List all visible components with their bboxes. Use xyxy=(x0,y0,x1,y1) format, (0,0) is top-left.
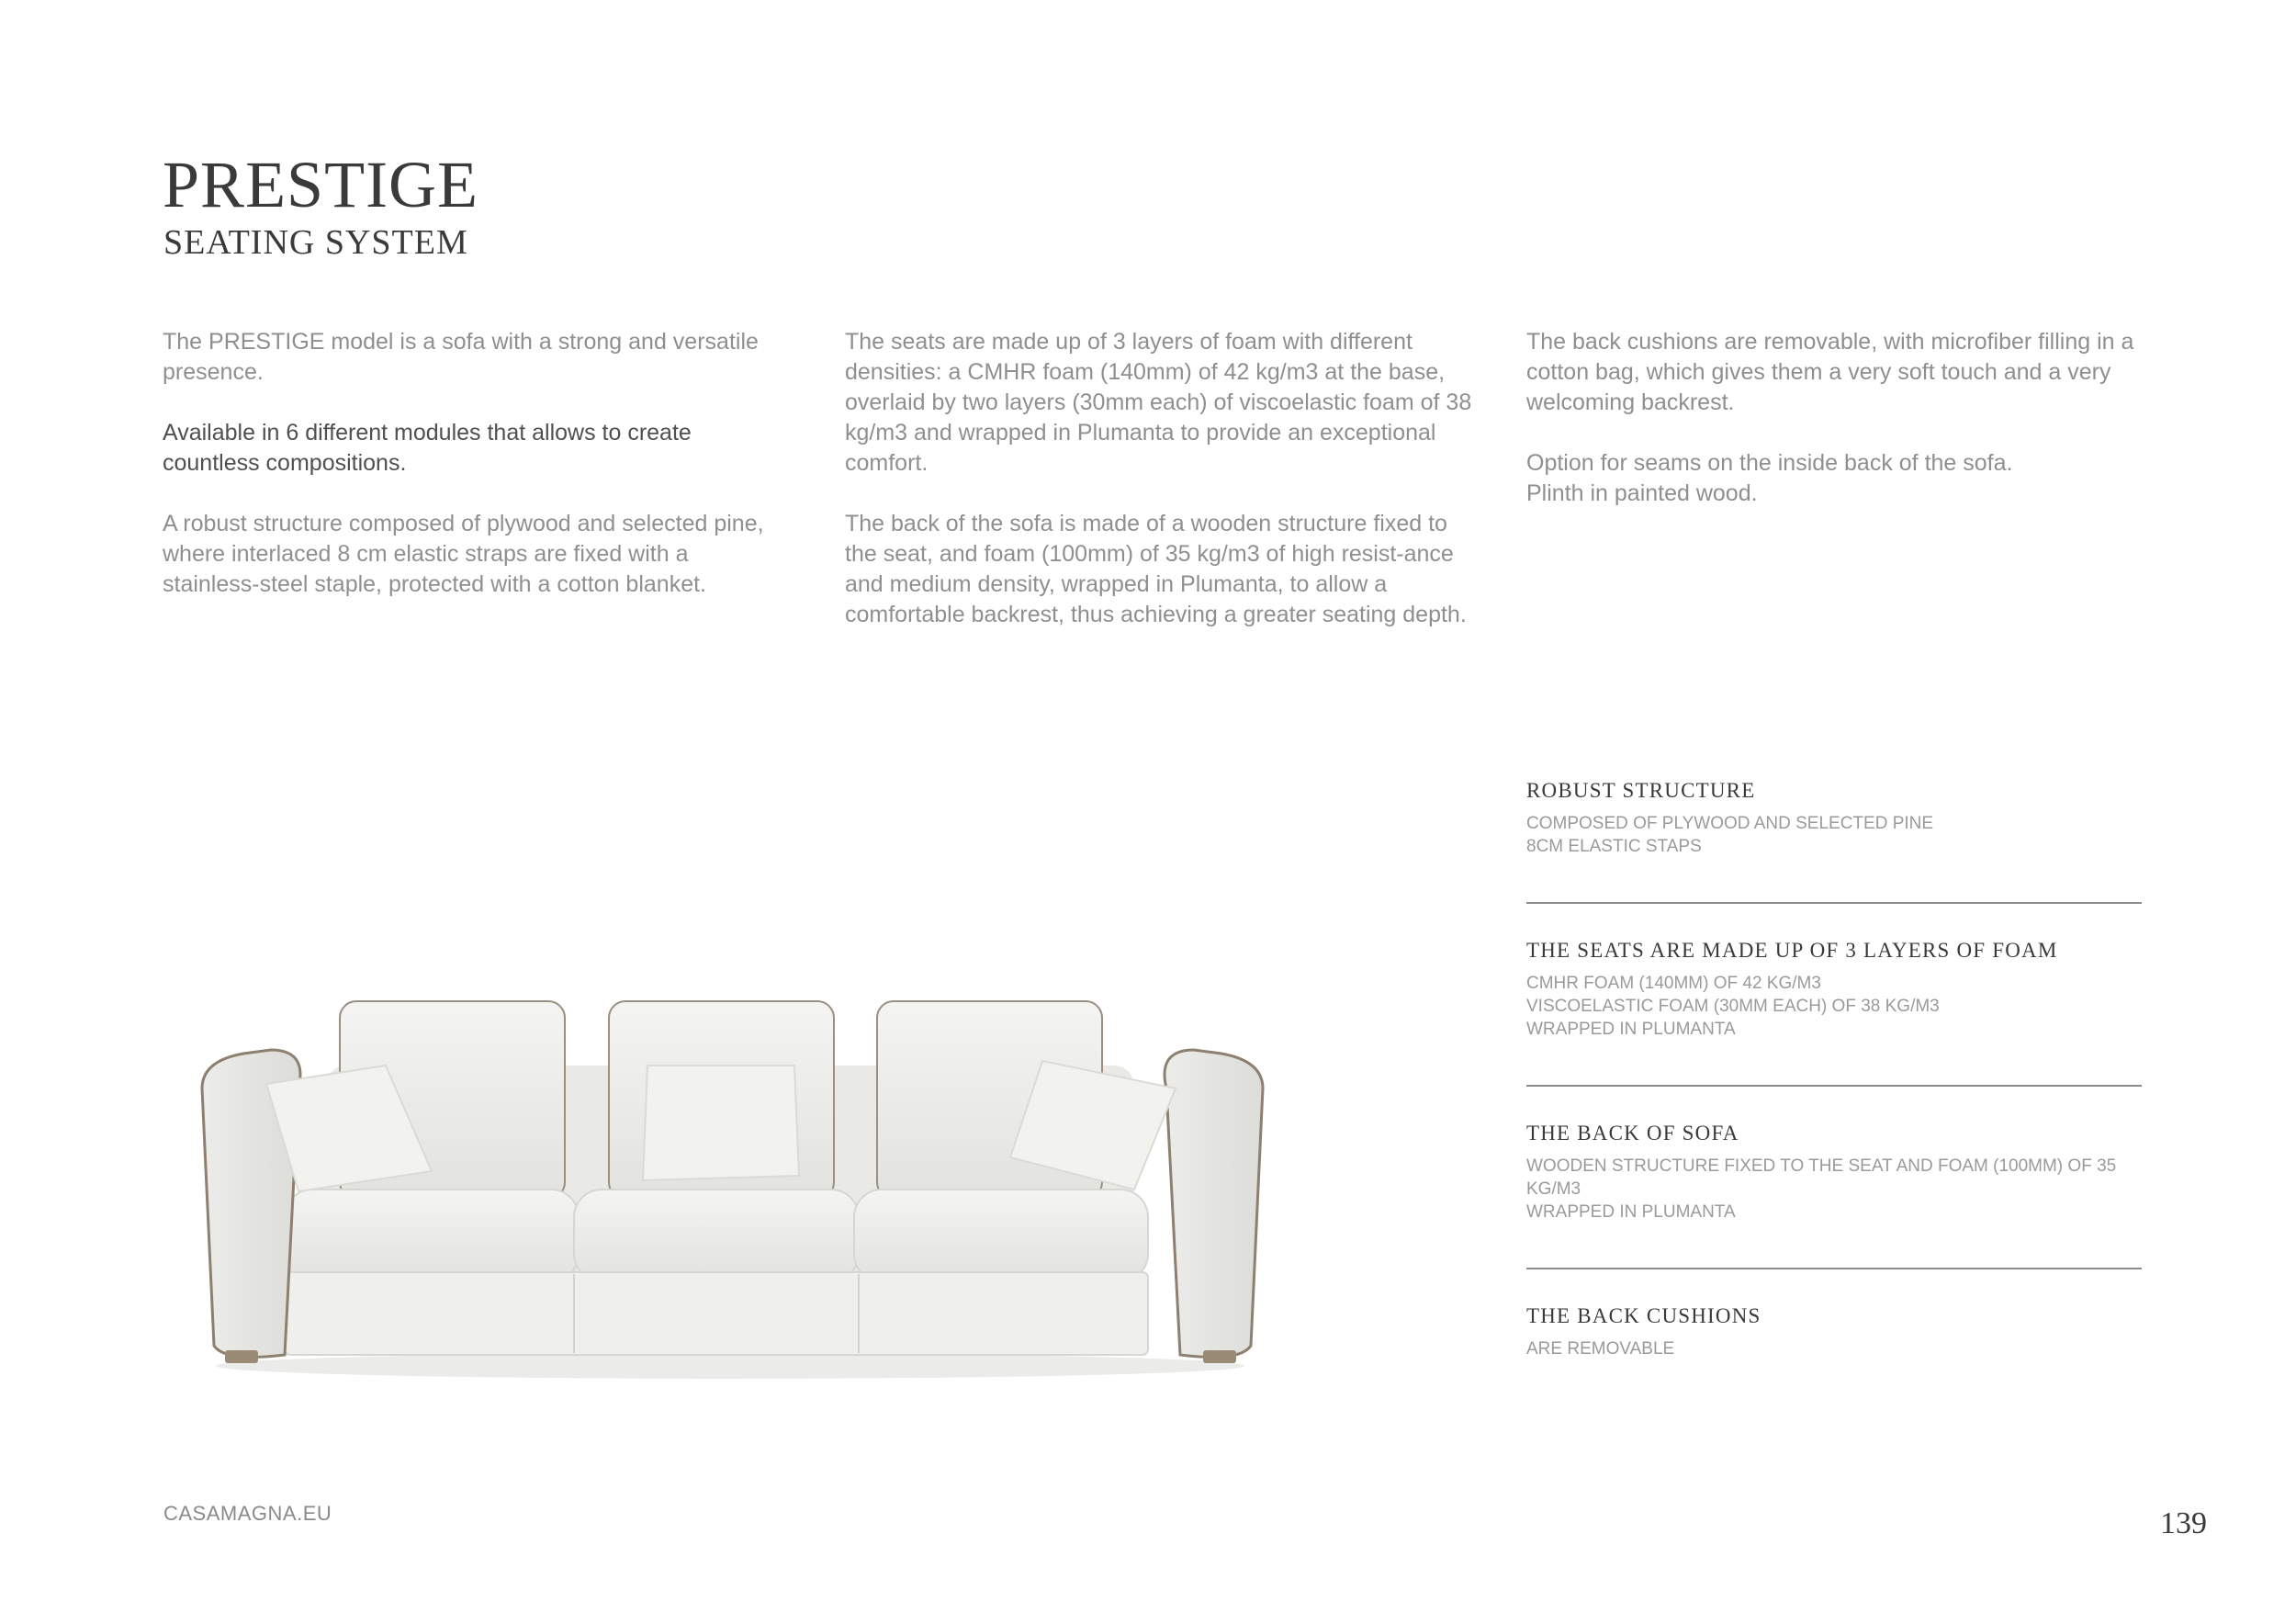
spec-item xyxy=(1526,1304,2142,1404)
spec-line: COMPOSED OF PLYWOOD AND SELECTED PINE xyxy=(1526,814,1934,833)
footer-website: CASAMAGNA.EU xyxy=(163,1502,332,1525)
paragraph: Plinth in painted wood. xyxy=(1526,480,1758,506)
spec-line: WRAPPED IN PLUMANTA xyxy=(1526,1202,1736,1222)
spec-item xyxy=(1526,779,2142,904)
spec-line: ARE REMOVABLE xyxy=(1526,1339,1675,1359)
paragraph: A robust structure composed of plywood and selected pine, where interlaced 8 cm elastic straps are fixed with a stainless-steel staple, protected with a cotton blanket. xyxy=(163,511,764,597)
paragraph: Option for seams on the inside back of the sofa. xyxy=(1526,450,2013,476)
paragraph: The back of the sofa is made of a wooden structure fixed to the seat, and foam (100mm) of 35 kg/m3 of high resist-ance and medium density, wrapped in Plumanta, to allow a comfortable backrest, thus achieving a greater seating depth. xyxy=(845,511,1467,627)
paragraph-highlight: Available in 6 different modules that allows to create countless compositions. xyxy=(163,420,692,476)
sofa-image xyxy=(188,987,1277,1382)
spec-line: VISCOELASTIC FOAM (30MM EACH) OF 38 KG/M3 xyxy=(1526,997,1940,1016)
spec-item xyxy=(1526,1122,2142,1269)
spec-title: THE SEATS ARE MADE UP OF 3 LAYERS OF FOAM xyxy=(1526,939,2058,962)
spec-line: WOODEN STRUCTURE FIXED TO THE SEAT AND FOAM (100MM) OF 35 KG/M3 xyxy=(1526,1156,2117,1199)
paragraph: The seats are made up of 3 layers of foam with different densities: a CMHR foam (140mm) of 42 kg/m3 at the base, overlaid by two layers (30mm each) of viscoelastic foam of 38 kg/m3 and wrapped in Plumanta to provide an exceptional comfort. xyxy=(845,329,1472,476)
page-subtitle: SEATING SYSTEM xyxy=(163,223,468,262)
spec-title: ROBUST STRUCTURE xyxy=(1526,779,1756,802)
page-number: 139 xyxy=(2160,1506,2207,1540)
spec-line: CMHR FOAM (140MM) OF 42 KG/M3 xyxy=(1526,974,1821,993)
description-column-2 xyxy=(845,327,1479,660)
spec-list xyxy=(1526,779,2142,1439)
description-column-1 xyxy=(163,327,787,630)
spec-title: THE BACK CUSHIONS xyxy=(1526,1304,1761,1327)
description-column-3 xyxy=(1526,327,2160,539)
spec-title: THE BACK OF SOFA xyxy=(1526,1122,1739,1145)
spec-line: 8CM ELASTIC STAPS xyxy=(1526,837,1702,856)
page-title: PRESTIGE xyxy=(163,148,479,221)
paragraph: The back cushions are removable, with microfiber filling in a cotton bag, which gives them a very soft touch and a very welcoming backrest. xyxy=(1526,329,2134,415)
spec-item xyxy=(1526,939,2142,1087)
paragraph: The PRESTIGE model is a sofa with a strong and versatile presence. xyxy=(163,329,759,385)
spec-line: WRAPPED IN PLUMANTA xyxy=(1526,1020,1736,1039)
